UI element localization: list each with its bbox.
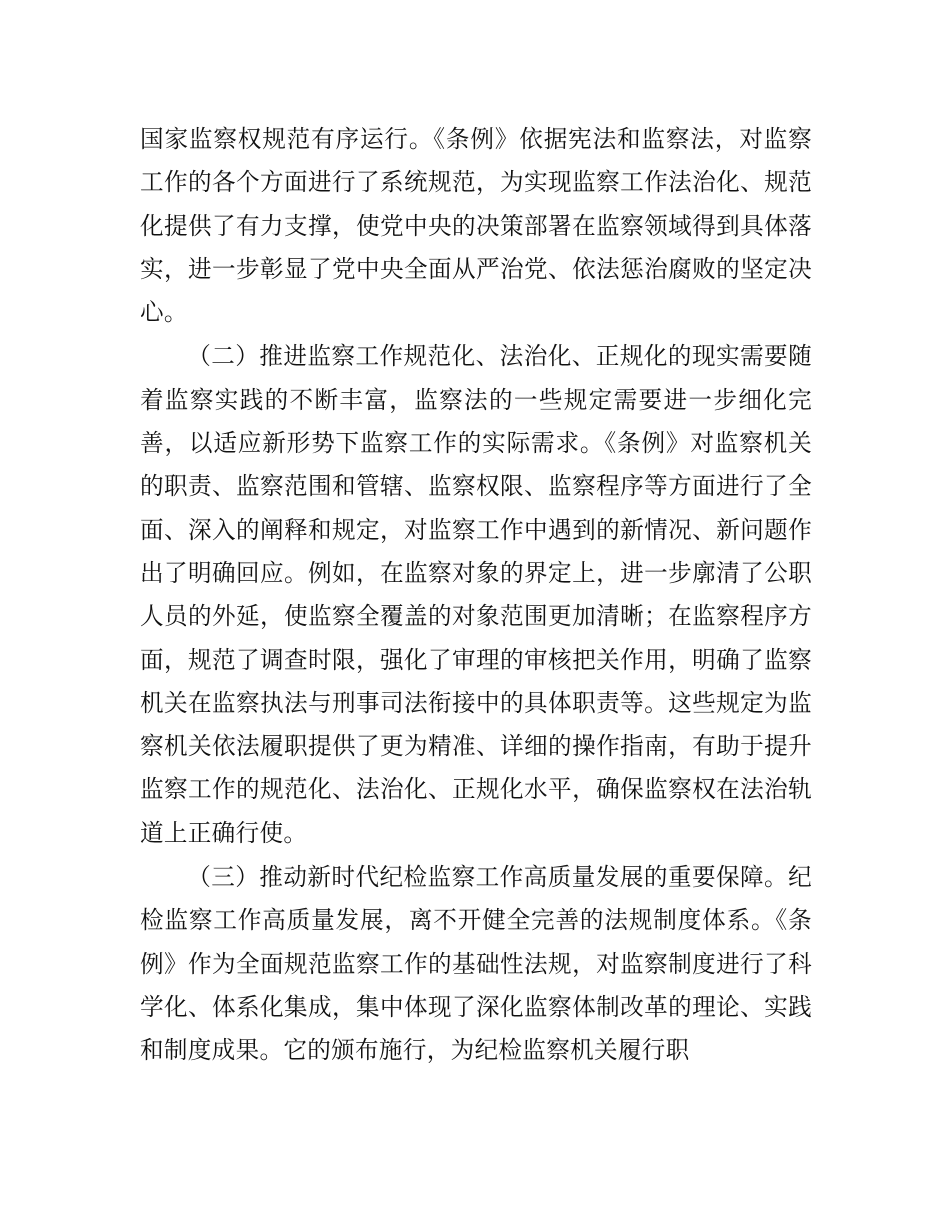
document-body (140, 118, 812, 1073)
paragraph-continuation: 国家监察权规范有序运行。《条例》依据宪法和监察法，对监察工作的各个方面进行了系统规范，为实现监察工作法治化、规范化提供了有力支撑，使党中央的决策部署在监察领域得到具体落实，进一步彰显了党中央全面从严治党、依法惩治腐败的坚定决心。 (140, 125, 812, 327)
paragraph-section-3: （三）推动新时代纪检监察工作高质量发展的重要保障。纪检监察工作高质量发展，离不开健全完善的法规制度体系。《条例》作为全面规范监察工作的基础性法规，对监察制度进行了科学化、体系化集成，集中体现了深化监察体制改革的理论、实践和制度成果。它的颁布施行，为纪检监察机关履行职 (140, 863, 812, 1065)
paragraph-section-2: （二）推进监察工作规范化、法治化、正规化的现实需要随着监察实践的不断丰富，监察法的一些规定需要进一步细化完善，以适应新形势下监察工作的实际需求。《条例》对监察机关的职责、监察范围和管辖、监察权限、监察程序等方面进行了全面、深入的阐释和规定，对监察工作中遇到的新情况、新问题作出了明确回应。例如，在监察对象的界定上，进一步廓清了公职人员的外延，使监察全覆盖的对象范围更加清晰；在监察程序方面，规范了调查时限，强化了审理的审核把关作用，明确了监察机关在监察执法与刑事司法衔接中的具体职责等。这些规定为监察机关依法履职提供了更为精准、详细的操作指南，有助于提升监察工作的规范化、法治化、正规化水平，确保监察权在法治轨道上正确行使。 (140, 342, 812, 847)
